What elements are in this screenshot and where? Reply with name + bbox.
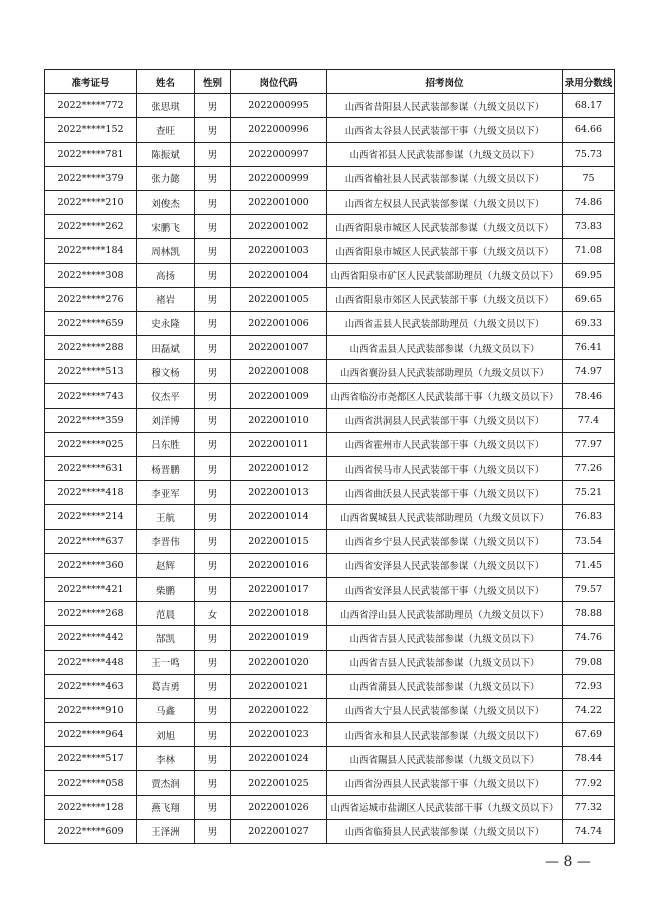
- cell-post: 山西省阳泉市城区人民武装部参谋（九级文员以下）: [327, 215, 563, 239]
- cell-gender: 男: [195, 795, 231, 819]
- cell-name: 田磊斌: [137, 336, 195, 360]
- cell-gender: 男: [195, 819, 231, 843]
- cell-score: 74.86: [563, 190, 615, 214]
- cell-gender: 男: [195, 384, 231, 408]
- cell-gender: 男: [195, 432, 231, 456]
- cell-exam-id: 2022*****268: [45, 602, 137, 626]
- header-score: 录用分数线: [563, 70, 615, 94]
- cell-exam-id: 2022*****128: [45, 795, 137, 819]
- cell-post: 山西省永和县人民武装部参谋（九级文员以下）: [327, 723, 563, 747]
- cell-exam-id: 2022*****276: [45, 287, 137, 311]
- cell-post: 山西省临汾市尧都区人民武装部干事（九级文员以下）: [327, 384, 563, 408]
- cell-post-code: 2022001010: [231, 408, 327, 432]
- table-row: [45, 553, 615, 577]
- cell-exam-id: 2022*****609: [45, 819, 137, 843]
- cell-score: 78.46: [563, 384, 615, 408]
- table-row: [45, 602, 615, 626]
- cell-gender: 男: [195, 166, 231, 190]
- cell-gender: 男: [195, 118, 231, 142]
- cell-score: 71.08: [563, 239, 615, 263]
- cell-post-code: 2022001020: [231, 650, 327, 674]
- cell-name: 褚岩: [137, 287, 195, 311]
- cell-name: 史永隆: [137, 311, 195, 335]
- cell-post: 山西省翼城县人民武装部助理员（九级文员以下）: [327, 505, 563, 529]
- cell-gender: 男: [195, 553, 231, 577]
- cell-gender: 男: [195, 287, 231, 311]
- cell-exam-id: 2022*****637: [45, 529, 137, 553]
- table-row: [45, 577, 615, 601]
- cell-exam-id: 2022*****025: [45, 432, 137, 456]
- cell-score: 75.21: [563, 481, 615, 505]
- cell-name: 刘洋博: [137, 408, 195, 432]
- admission-results-table: [44, 69, 615, 844]
- table-row: [45, 118, 615, 142]
- cell-post-code: 2022001012: [231, 457, 327, 481]
- cell-post-code: 2022001026: [231, 795, 327, 819]
- cell-gender: 男: [195, 747, 231, 771]
- cell-name: 范晨: [137, 602, 195, 626]
- cell-exam-id: 2022*****631: [45, 457, 137, 481]
- cell-post-code: 2022001007: [231, 336, 327, 360]
- cell-post-code: 2022001022: [231, 698, 327, 722]
- cell-score: 69.33: [563, 311, 615, 335]
- cell-post: 山西省运城市盐湖区人民武装部干事（九级文员以下）: [327, 795, 563, 819]
- cell-name: 燕飞翔: [137, 795, 195, 819]
- cell-post: 山西省阳泉市矿区人民武装部助理员（九级文员以下）: [327, 263, 563, 287]
- cell-post-code: 2022001003: [231, 239, 327, 263]
- cell-post-code: 2022001014: [231, 505, 327, 529]
- table-row: [45, 505, 615, 529]
- cell-score: 78.44: [563, 747, 615, 771]
- cell-name: 仪杰平: [137, 384, 195, 408]
- cell-post: 山西省太谷县人民武装部干事（九级文员以下）: [327, 118, 563, 142]
- cell-name: 刘旭: [137, 723, 195, 747]
- cell-gender: 男: [195, 505, 231, 529]
- cell-post-code: 2022001009: [231, 384, 327, 408]
- header-name: 姓名: [137, 70, 195, 94]
- cell-gender: 男: [195, 626, 231, 650]
- cell-gender: 男: [195, 336, 231, 360]
- cell-post-code: 2022001008: [231, 360, 327, 384]
- cell-post: 山西省乡宁县人民武装部参谋（九级文员以下）: [327, 529, 563, 553]
- cell-post: 山西省安泽县人民武装部干事（九级文员以下）: [327, 577, 563, 601]
- cell-post-code: 2022001004: [231, 263, 327, 287]
- table-row: [45, 311, 615, 335]
- cell-post: 山西省祁县人民武装部参谋（九级文员以下）: [327, 142, 563, 166]
- table-header-row: [45, 70, 615, 94]
- cell-post: 山西省汾西县人民武装部干事（九级文员以下）: [327, 771, 563, 795]
- cell-name: 李亚军: [137, 481, 195, 505]
- cell-score: 72.93: [563, 674, 615, 698]
- table-row: [45, 190, 615, 214]
- cell-name: 杨晋鹏: [137, 457, 195, 481]
- table-row: [45, 384, 615, 408]
- cell-gender: 男: [195, 94, 231, 118]
- cell-gender: 男: [195, 529, 231, 553]
- cell-post: 山西省蒲县人民武装部参谋（九级文员以下）: [327, 674, 563, 698]
- cell-name: 高扬: [137, 263, 195, 287]
- cell-gender: 男: [195, 215, 231, 239]
- cell-name: 宋鹏飞: [137, 215, 195, 239]
- cell-post-code: 2022001023: [231, 723, 327, 747]
- cell-score: 76.83: [563, 505, 615, 529]
- cell-gender: 男: [195, 142, 231, 166]
- cell-score: 77.97: [563, 432, 615, 456]
- table-row: [45, 215, 615, 239]
- table-row: [45, 771, 615, 795]
- cell-name: 李晋伟: [137, 529, 195, 553]
- cell-name: 周林凯: [137, 239, 195, 263]
- cell-gender: 男: [195, 190, 231, 214]
- cell-exam-id: 2022*****743: [45, 384, 137, 408]
- cell-post: 山西省隰县人民武装部参谋（九级文员以下）: [327, 747, 563, 771]
- cell-post-code: 2022001017: [231, 577, 327, 601]
- cell-post: 山西省榆社县人民武装部参谋（九级文员以下）: [327, 166, 563, 190]
- cell-post-code: 2022000999: [231, 166, 327, 190]
- cell-name: 王一鸣: [137, 650, 195, 674]
- cell-exam-id: 2022*****513: [45, 360, 137, 384]
- cell-name: 张力懿: [137, 166, 195, 190]
- cell-name: 郜凯: [137, 626, 195, 650]
- table-row: [45, 239, 615, 263]
- cell-score: 78.88: [563, 602, 615, 626]
- cell-gender: 男: [195, 239, 231, 263]
- cell-score: 69.95: [563, 263, 615, 287]
- cell-post-code: 2022001006: [231, 311, 327, 335]
- cell-exam-id: 2022*****910: [45, 698, 137, 722]
- cell-score: 76.41: [563, 336, 615, 360]
- cell-post-code: 2022001000: [231, 190, 327, 214]
- cell-name: 王泽洲: [137, 819, 195, 843]
- cell-gender: 男: [195, 723, 231, 747]
- cell-post: 山西省浮山县人民武装部助理员（九级文员以下）: [327, 602, 563, 626]
- header-post-code: 岗位代码: [231, 70, 327, 94]
- table-row: [45, 747, 615, 771]
- cell-post-code: 2022001019: [231, 626, 327, 650]
- table-row: [45, 432, 615, 456]
- cell-score: 73.54: [563, 529, 615, 553]
- cell-score: 64.66: [563, 118, 615, 142]
- cell-score: 73.83: [563, 215, 615, 239]
- cell-score: 77.92: [563, 771, 615, 795]
- cell-post: 山西省大宁县人民武装部参谋（九级文员以下）: [327, 698, 563, 722]
- cell-exam-id: 2022*****288: [45, 336, 137, 360]
- header-exam-id: 准考证号: [45, 70, 137, 94]
- cell-name: 穆文杨: [137, 360, 195, 384]
- cell-score: 77.4: [563, 408, 615, 432]
- cell-score: 79.08: [563, 650, 615, 674]
- cell-gender: 男: [195, 311, 231, 335]
- table-row: [45, 698, 615, 722]
- cell-exam-id: 2022*****463: [45, 674, 137, 698]
- cell-post: 山西省盂县人民武装部参谋（九级文员以下）: [327, 336, 563, 360]
- cell-post: 山西省曲沃县人民武装部干事（九级文员以下）: [327, 481, 563, 505]
- cell-gender: 男: [195, 650, 231, 674]
- cell-score: 77.26: [563, 457, 615, 481]
- cell-post-code: 2022001027: [231, 819, 327, 843]
- header-gender: 性别: [195, 70, 231, 94]
- table-row: [45, 457, 615, 481]
- cell-name: 葛吉勇: [137, 674, 195, 698]
- cell-post-code: 2022001025: [231, 771, 327, 795]
- cell-score: 71.45: [563, 553, 615, 577]
- cell-exam-id: 2022*****781: [45, 142, 137, 166]
- cell-post-code: 2022001011: [231, 432, 327, 456]
- cell-score: 74.76: [563, 626, 615, 650]
- cell-name: 刘俊杰: [137, 190, 195, 214]
- cell-exam-id: 2022*****308: [45, 263, 137, 287]
- cell-exam-id: 2022*****448: [45, 650, 137, 674]
- cell-exam-id: 2022*****058: [45, 771, 137, 795]
- cell-score: 74.97: [563, 360, 615, 384]
- cell-exam-id: 2022*****964: [45, 723, 137, 747]
- table-row: [45, 481, 615, 505]
- cell-gender: 男: [195, 698, 231, 722]
- cell-name: 查旺: [137, 118, 195, 142]
- cell-gender: 男: [195, 481, 231, 505]
- cell-score: 77.32: [563, 795, 615, 819]
- cell-score: 67.69: [563, 723, 615, 747]
- cell-post-code: 2022000996: [231, 118, 327, 142]
- table-row: [45, 529, 615, 553]
- cell-name: 马鑫: [137, 698, 195, 722]
- cell-post: 山西省左权县人民武装部参谋（九级文员以下）: [327, 190, 563, 214]
- table-row: [45, 263, 615, 287]
- cell-exam-id: 2022*****442: [45, 626, 137, 650]
- cell-post-code: 2022000997: [231, 142, 327, 166]
- table-row: [45, 287, 615, 311]
- cell-gender: 男: [195, 408, 231, 432]
- cell-post: 山西省襄汾县人民武装部助理员（九级文员以下）: [327, 360, 563, 384]
- cell-score: 69.65: [563, 287, 615, 311]
- page-number: — 8 —: [545, 854, 591, 870]
- table-row: [45, 360, 615, 384]
- cell-exam-id: 2022*****379: [45, 166, 137, 190]
- cell-exam-id: 2022*****152: [45, 118, 137, 142]
- cell-name: 王航: [137, 505, 195, 529]
- cell-post: 山西省安泽县人民武装部参谋（九级文员以下）: [327, 553, 563, 577]
- cell-post-code: 2022001002: [231, 215, 327, 239]
- cell-name: 柴鹏: [137, 577, 195, 601]
- cell-exam-id: 2022*****210: [45, 190, 137, 214]
- cell-score: 75.73: [563, 142, 615, 166]
- cell-exam-id: 2022*****418: [45, 481, 137, 505]
- cell-post-code: 2022001013: [231, 481, 327, 505]
- table-row: [45, 723, 615, 747]
- cell-post: 山西省阳泉市城区人民武装部干事（九级文员以下）: [327, 239, 563, 263]
- cell-name: 陈振斌: [137, 142, 195, 166]
- cell-score: 74.22: [563, 698, 615, 722]
- cell-post-code: 2022001024: [231, 747, 327, 771]
- cell-exam-id: 2022*****360: [45, 553, 137, 577]
- cell-post: 山西省昔阳县人民武装部参谋（九级文员以下）: [327, 94, 563, 118]
- table-row: [45, 142, 615, 166]
- cell-gender: 男: [195, 360, 231, 384]
- cell-exam-id: 2022*****772: [45, 94, 137, 118]
- cell-exam-id: 2022*****359: [45, 408, 137, 432]
- table-row: [45, 94, 615, 118]
- cell-gender: 男: [195, 457, 231, 481]
- cell-post-code: 2022001016: [231, 553, 327, 577]
- table-row: [45, 795, 615, 819]
- cell-post: 山西省临猗县人民武装部参谋（九级文员以下）: [327, 819, 563, 843]
- cell-score: 75: [563, 166, 615, 190]
- cell-post: 山西省吉县人民武装部参谋（九级文员以下）: [327, 626, 563, 650]
- cell-name: 赵辉: [137, 553, 195, 577]
- cell-name: 李林: [137, 747, 195, 771]
- table-row: [45, 650, 615, 674]
- cell-post: 山西省侯马市人民武装部干事（九级文员以下）: [327, 457, 563, 481]
- cell-gender: 男: [195, 771, 231, 795]
- cell-exam-id: 2022*****184: [45, 239, 137, 263]
- cell-gender: 男: [195, 263, 231, 287]
- cell-post-code: 2022001021: [231, 674, 327, 698]
- cell-name: 贾杰润: [137, 771, 195, 795]
- table-row: [45, 408, 615, 432]
- header-post: 招考岗位: [327, 70, 563, 94]
- cell-name: 张思琪: [137, 94, 195, 118]
- cell-gender: 男: [195, 577, 231, 601]
- cell-score: 68.17: [563, 94, 615, 118]
- cell-name: 吕东胜: [137, 432, 195, 456]
- cell-post: 山西省阳泉市郊区人民武装部干事（九级文员以下）: [327, 287, 563, 311]
- cell-post-code: 2022001005: [231, 287, 327, 311]
- table-row: [45, 674, 615, 698]
- cell-score: 74.74: [563, 819, 615, 843]
- cell-score: 79.57: [563, 577, 615, 601]
- table-row: [45, 166, 615, 190]
- table-row: [45, 626, 615, 650]
- cell-exam-id: 2022*****659: [45, 311, 137, 335]
- cell-exam-id: 2022*****214: [45, 505, 137, 529]
- cell-exam-id: 2022*****421: [45, 577, 137, 601]
- cell-gender: 女: [195, 602, 231, 626]
- cell-exam-id: 2022*****517: [45, 747, 137, 771]
- cell-post: 山西省洪洞县人民武装部干事（九级文员以下）: [327, 408, 563, 432]
- cell-post: 山西省吉县人民武装部参谋（九级文员以下）: [327, 650, 563, 674]
- cell-exam-id: 2022*****262: [45, 215, 137, 239]
- table-row: [45, 819, 615, 843]
- cell-post-code: 2022000995: [231, 94, 327, 118]
- cell-post-code: 2022001018: [231, 602, 327, 626]
- table-row: [45, 336, 615, 360]
- cell-gender: 男: [195, 674, 231, 698]
- cell-post: 山西省盂县人民武装部助理员（九级文员以下）: [327, 311, 563, 335]
- cell-post-code: 2022001015: [231, 529, 327, 553]
- cell-post: 山西省霍州市人民武装部干事（九级文员以下）: [327, 432, 563, 456]
